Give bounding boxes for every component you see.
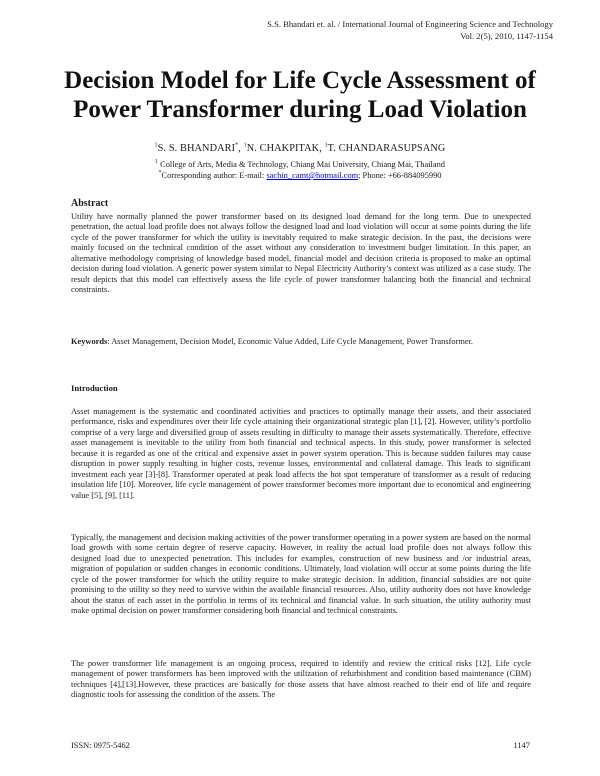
email-link[interactable]: sachin_camt@hotmail.com <box>266 171 359 180</box>
authors: $^1$S. S. BHANDARI*, $^1$N. CHAKPITAK, $^1$T. CHANDARASUPSANG <box>154 142 446 154</box>
corresponding-sup: * <box>158 170 162 177</box>
title-line-1: Decision Model for Life Cycle Assessment of <box>64 67 536 94</box>
author-2-name: N. CHAKPITAK, <box>246 143 322 154</box>
corresponding-line <box>40 170 560 181</box>
corresponding-phone: ; Phone: +66-884095990 <box>358 171 442 180</box>
author-2-affil-sup: 1 <box>243 142 247 149</box>
affiliation-line <box>40 159 560 170</box>
running-head <box>133 18 553 42</box>
author-3-name: T. CHANDARASUPSANG <box>327 143 446 154</box>
author-1-name: S. S. BHANDARI <box>157 143 236 154</box>
paper-title <box>40 66 560 124</box>
abstract-heading: Abstract <box>71 198 109 209</box>
running-head-journal: S.S. Bhandari et. al. / International Journal of Engineering Science and Technology <box>267 19 553 29</box>
author-1-affil-sup: 1 <box>154 142 158 149</box>
introduction-paragraph-3: The power transformer life management is an ongoing process, required to identify and review the critical risks [12]. Life cycle management of power transformers has been improved with the utilization of refurbishment and condition based maintenance (CBM) techniques [4],[13].However, these practices are basically for those assets that have almost reached to their end of life and require diagnostic tools for assessing the condition of the assets. The <box>71 659 531 700</box>
affiliation-sup: 1 <box>155 159 159 166</box>
affiliation-text: College of Arts, Media & Technology, Chiang Mai University, Chiang Mai, Thailand <box>158 160 445 169</box>
footer-page-number: 1147 <box>513 741 530 750</box>
keywords <box>71 337 531 347</box>
author-3-affil-sup: 1 <box>324 142 328 149</box>
corresponding-prefix: Corresponding author: E-mail: <box>161 171 267 180</box>
abstract-text: Utility have normally planned the power transformer based on its designed load demand for the long term. Due to unexpected penetration, the actual load profile does not always follow the designed load and load violation will occur at some points during the life cycle of the power transformer for which the utility is inevitably required to make strategic decision. In the past, the decisions were mainly focused on the technical condition of the asset without any consideration to investment budget limitation. In this paper, an alternative methodology comprising of knowledge based model, financial model and decision criteria is proposed to make an optimal decision during load violation. A generic power system similar to Nepal Electricity Authority’s context was utilized as a case study. The result depicts that this model can effectively assess the life cycle of power transformer balancing both the financial and technical constraints. <box>71 212 531 295</box>
introduction-paragraph-2: Typically, the management and decision making activities of the power transformer operating in a power system are based on the normal load growth with some certain degree of reserve capacity. However, in reality the actual load profile does not always follow this designed load due to unexpected penetration. This includes for examples, construction of new business and /or industrial areas, migration of population or sudden changes in economic conditions. Ultimately, load violation will occur at some points during the life cycle of the power transformer for which the utility require to make strategic decision. In addition, financial subsidies are not quite promising to the utility so they need to survive within the available financial resources. Also, utility authority does not have knowledge about the status of each asset in the portfolio in terms of its technical and financial value. In such situation, the utility authority must make optimal decision on power transformer considering both financial and technical constraints. <box>71 533 531 616</box>
keywords-text: : Asset Management, Decision Model, Economic Value Added, Life Cycle Management, Power Transformer. <box>107 337 474 346</box>
introduction-paragraph-1: Asset management is the systematic and coordinated activities and practices to optimally manage their assets, and their associated performance, risks and expenditures over their life cycle attaining their organizational strategic plan [1], [2]. However, utility’s portfolio comprise of a very large and diversified group of assets resulting in difficulty to manage their assets systematically. Therefore, effective asset management is inevitable to the utility from both financial and technical aspects. In this study, power transformer is selected because it is regarded as one of the critical and expensive asset in power system operation. This is because sudden failures may cause disruption in power supply resulting in higher costs, revenue losses, environmental and collateral damage. This leads to significant investment each year [3]-[8]. Transformer operated at peak load affects the hot spot temperature of transformer as a result of reducing insulation life [10]. Moreover, life cycle management of power transformer becomes more important due to economical and engineering value [5], [9], [11]. <box>71 407 531 500</box>
author-1-corresponding-mark: * <box>235 142 239 149</box>
affiliations <box>40 159 560 181</box>
keywords-label: Keywords <box>71 337 108 346</box>
introduction-heading: Introduction <box>71 383 118 393</box>
running-head-volume: Vol. 2(5), 2010, 1147-1154 <box>460 31 553 41</box>
title-line-2: Power Transformer during Load Violation <box>73 96 527 123</box>
footer-issn: ISSN: 0975-5462 <box>71 741 130 750</box>
